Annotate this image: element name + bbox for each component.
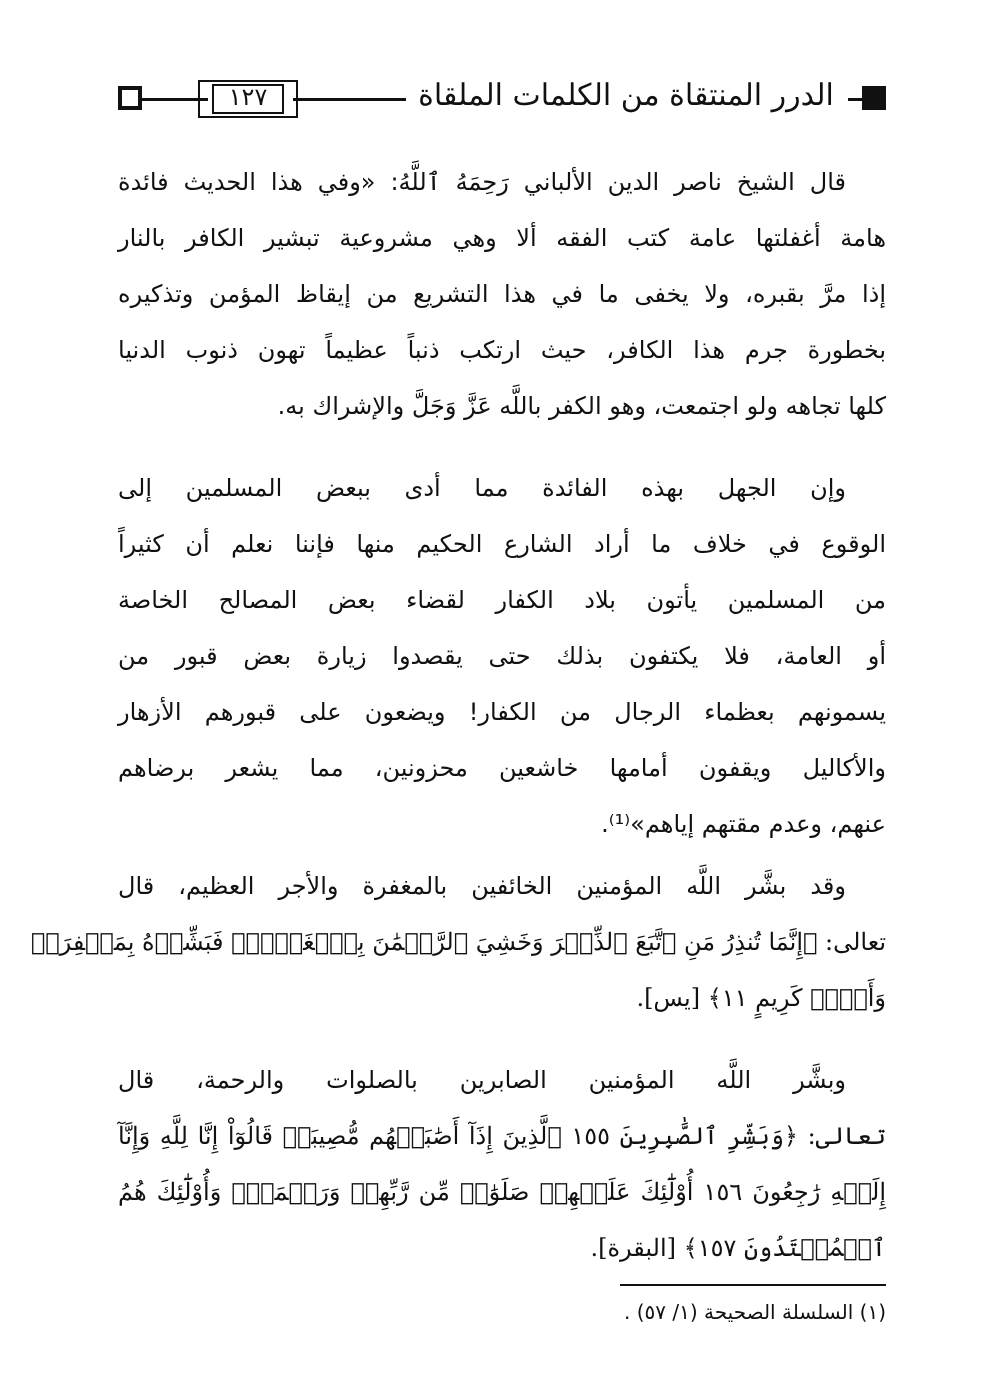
text-line: عنهم، وعدم مقتهم إياهم»⁽¹⁾. <box>601 810 886 838</box>
text-line: الوقوع في خلاف ما أراد الشارع الحكيم منها فإننا نعلم أن كثيراً <box>118 530 886 558</box>
text-line: بخطورة جرم هذا الكافر، حيث ارتكب ذنباً عظيماً تهون ذنوب الدنيا <box>118 336 886 364</box>
quran-verse-line: ٱلۡمُهۡتَدُونَ ١٥٧﴾ [البقرة]. <box>590 1234 886 1262</box>
quran-verse-line: وَأَجۡرٖ كَرِيمٍ ١١﴾ [يس]. <box>636 984 886 1012</box>
body-text-4 <box>118 1052 886 1276</box>
header-ornament-left <box>118 86 142 110</box>
text-line: إذا مرَّ بقبره، ولا يخفى ما في هذا التشريع من إيقاظ المؤمن وتذكيره <box>118 280 886 308</box>
book-title: الدرر المنتقاة من الكلمات الملقاة <box>406 78 846 113</box>
paragraph-3 <box>30 858 886 1026</box>
page-number-frame <box>198 80 298 118</box>
text-line: أو العامة، فلا يكتفون بذلك حتى يقصدوا زيارة بعض قبور من <box>118 642 886 670</box>
text-line: كلها تجاهه ولو اجتمعت، وهو الكفر باللَّه عَزَّ وَجَلَّ والإشراك به. <box>277 392 886 420</box>
text-line: يسمونهم بعظماء الرجال من الكفار! ويضعون على قبورهم الأزهار <box>118 698 886 726</box>
page-header <box>118 78 886 122</box>
quran-verse-line: تعالى: ﴿إِنَّمَا تُنذِرُ مَنِ ٱتَّبَعَ ٱلذِّكۡرَ وَخَشِيَ ٱلرَّحۡمَٰنَ بِٱلۡغَيۡبِۖ فَبَشِّرۡهُ بِمَغۡفِرَةٖ <box>30 928 886 956</box>
body-text <box>118 154 886 434</box>
text-line: وقد بشَّر اللَّه المؤمنين الخائفين بالمغفرة والأجر العظيم، قال <box>118 872 846 900</box>
paragraph-4 <box>118 1052 886 1276</box>
text-line: هامة أغفلتها عامة كتب الفقه ألا وهي مشروعية تبشير الكافر بالنار <box>118 224 886 252</box>
text-line: من المسلمين يأتون بلاد الكفار لقضاء بعض المصالح الخاصة <box>118 586 886 614</box>
page-number: ١٢٧ <box>228 83 268 111</box>
body-text-2 <box>118 460 886 852</box>
quran-verse-line: إِلَيۡهِ رَٰجِعُونَ ١٥٦ أُوْلَٰٓئِكَ عَلَيۡهِمۡ صَلَوَٰتٞ مِّن رَّبِّهِمۡ وَرَحۡمَةٞۖ وَأُوْلَٰٓئِكَ هُمُ <box>118 1178 887 1206</box>
text-line: وإن الجهل بهذه الفائدة مما أدى ببعض المسلمين إلى <box>118 474 846 502</box>
text-line: قال الشيخ ناصر الدين الألباني رَحِمَهُ ٱللَّهُ: «وفي هذا الحديث فائدة <box>118 168 846 196</box>
paragraph-1 <box>118 154 886 434</box>
quran-verse-line: تعالى: ﴿وَبَشِّرِ ٱلصَّٰبِرِينَ ١٥٥ ٱلَّذِينَ إِذَآ أَصَٰبَتۡهُم مُّصِيبَةٞ قَالُوٓاْ إِنَّا لِلَّهِ وَإِنَّآ <box>118 1122 886 1150</box>
text-line: والأكاليل ويقفون أمامها خاشعين محزونين، مما يشعر برضاهم <box>118 754 886 782</box>
text-line: وبشَّر اللَّه المؤمنين الصابرين بالصلوات والرحمة، قال <box>118 1066 846 1094</box>
footnote: (١) السلسلة الصحيحة (١/ ٥٧) . <box>624 1300 886 1324</box>
paragraph-2 <box>118 460 886 852</box>
header-ornament-right <box>862 86 886 110</box>
body-text-3 <box>30 858 886 1026</box>
footnote-separator <box>620 1284 886 1286</box>
